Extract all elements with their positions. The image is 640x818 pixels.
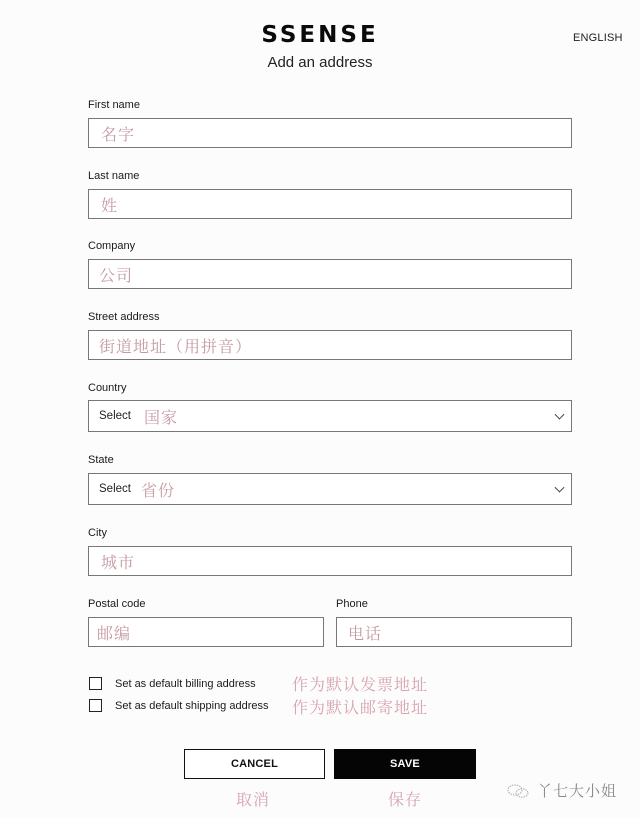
chevron-down-icon <box>555 410 565 420</box>
wechat-icon <box>507 784 529 798</box>
last-name-input[interactable] <box>88 189 572 219</box>
state-select[interactable] <box>88 473 572 505</box>
postal-code-label: Postal code <box>88 598 146 610</box>
company-input[interactable] <box>88 259 572 289</box>
default-billing-checkbox[interactable] <box>89 677 102 690</box>
first-name-input[interactable] <box>88 118 572 148</box>
country-label: Country <box>88 382 127 394</box>
company-label: Company <box>88 240 136 252</box>
phone-placeholder: 电话 <box>348 625 383 643</box>
brand-logo[interactable]: SSENSE <box>261 22 379 48</box>
first-name-label: First name <box>88 99 140 111</box>
last-name-placeholder: 姓 <box>101 197 119 215</box>
country-select[interactable] <box>88 400 572 432</box>
state-select-value: Select <box>99 483 131 495</box>
default-shipping-annotation: 作为默认邮寄地址 <box>292 700 429 717</box>
company-placeholder: 公司 <box>99 267 134 285</box>
cancel-annotation: 取消 <box>236 792 271 809</box>
default-billing-label[interactable]: Set as default billing address <box>115 677 256 690</box>
postal-code-placeholder: 邮编 <box>97 625 132 643</box>
chevron-down-icon <box>555 483 565 493</box>
country-select-value: Select <box>99 410 131 422</box>
phone-input[interactable] <box>336 617 572 647</box>
state-annotation: 省份 <box>140 482 175 500</box>
default-billing-row[interactable] <box>89 677 256 690</box>
street-address-label: Street address <box>88 311 160 323</box>
street-address-input[interactable] <box>88 330 572 360</box>
page-title: Add an address <box>267 54 373 71</box>
default-shipping-label[interactable]: Set as default shipping address <box>115 699 269 712</box>
default-billing-annotation: 作为默认发票地址 <box>292 677 429 694</box>
first-name-placeholder: 名字 <box>101 126 136 144</box>
state-label: State <box>88 454 114 466</box>
cancel-button[interactable]: CANCEL <box>184 749 325 779</box>
save-annotation: 保存 <box>388 792 423 809</box>
city-placeholder: 城市 <box>101 554 136 572</box>
city-input[interactable] <box>88 546 572 576</box>
watermark <box>507 780 617 801</box>
city-label: City <box>88 527 107 539</box>
postal-code-input[interactable] <box>88 617 324 647</box>
save-button[interactable]: SAVE <box>334 749 476 779</box>
default-shipping-row[interactable] <box>89 699 269 712</box>
country-annotation: 国家 <box>143 409 178 427</box>
default-shipping-checkbox[interactable] <box>89 699 102 712</box>
street-address-placeholder: 街道地址（用拼音） <box>99 338 253 356</box>
last-name-label: Last name <box>88 170 140 182</box>
phone-label: Phone <box>336 598 368 610</box>
language-selector[interactable]: ENGLISH <box>573 32 623 44</box>
watermark-text: 丫七大小姐 <box>537 783 618 800</box>
